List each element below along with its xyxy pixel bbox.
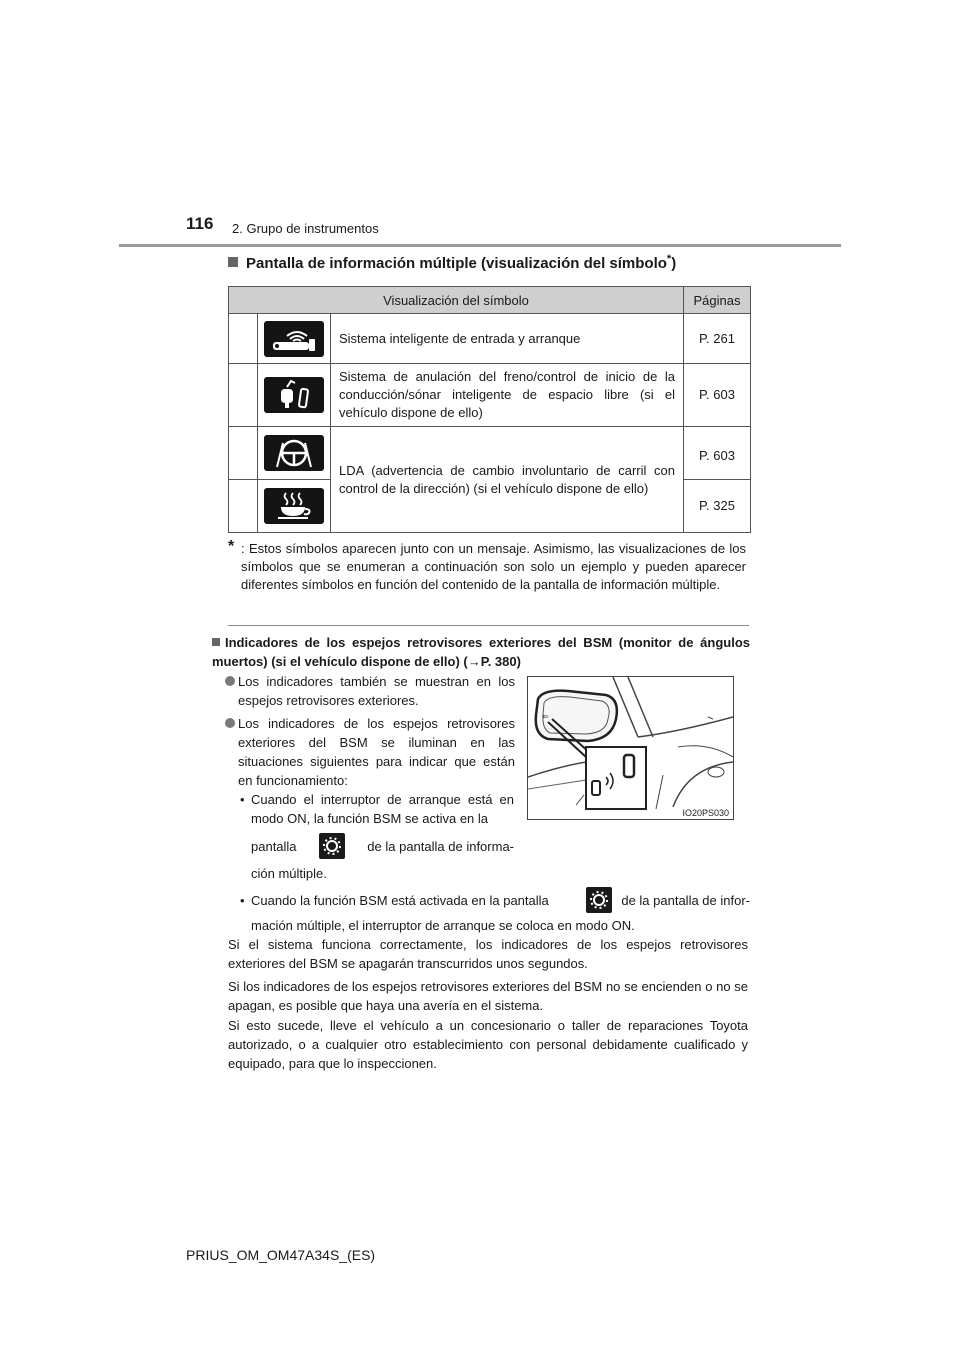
header-rule	[119, 244, 841, 247]
mirror-illustration	[528, 677, 733, 819]
footnote-mark: *	[666, 253, 672, 265]
smart-key-icon	[264, 321, 324, 357]
bullet-dot-icon	[225, 718, 235, 728]
separator-rule	[228, 625, 749, 626]
symbol-table	[228, 286, 751, 533]
table-header-row	[229, 287, 751, 314]
row-page: P. 325	[684, 480, 751, 533]
sub-item-2: • Cuando la función BSM está activada en la pantalla de la pantalla de infor-	[240, 887, 750, 913]
bsm-mirror-figure	[527, 676, 734, 820]
table-row	[229, 427, 751, 480]
page-number: 116	[186, 214, 214, 233]
paragraph: Si los indicadores de los espejos retrovisores exteriores del BSM no se encienden o no se apagan, es posible que haya una avería en el sistema.	[228, 979, 748, 1013]
table-row	[229, 314, 751, 364]
svg-text:⇐: ⇐	[542, 712, 549, 721]
bsm-settings-icon	[319, 833, 345, 859]
figure-code: IO20PS030	[682, 808, 729, 818]
row-description: LDA (advertencia de cambio involuntario de carril con control de la dirección) (si el vehículo dispone de ello)	[331, 427, 684, 533]
bullet-item: Los indicadores de los espejos retrovisores exteriores del BSM se iluminan en las situaciones siguientes para indicar que están en funcionamiento:	[225, 714, 515, 790]
footnote	[228, 540, 746, 594]
row-description: Sistema de anulación del freno/control de inicio de la conducción/sónar inteligente de espacio libre (si el vehículo dispone de ello)	[331, 364, 684, 427]
row-page: P. 603	[684, 427, 751, 480]
paragraph: Si el sistema funciona correctamente, los indicadores de los espejos retrovisores exteriores del BSM se apagarán transcurridos unos segundos.	[228, 937, 748, 971]
footnote-text: : Estos símbolos aparecen junto con un mensaje. Asimismo, las visualizaciones de los símbolos que se enumeran a continuación son solo un ejemplo y pueden aparecer diferentes símbolos en función del contenido de la pantalla de información múltiple.	[241, 541, 746, 592]
section-heading	[228, 253, 676, 272]
row-page: P. 261	[684, 314, 751, 364]
table-header-pages: Páginas	[684, 287, 751, 314]
row-description: Sistema inteligente de entrada y arranque	[331, 314, 684, 364]
lane-departure-icon	[264, 435, 324, 471]
bsm-heading: Indicadores de los espejos retrovisores exteriores del BSM (monitor de ángulos muertos) (si el vehículo dispone de ello) (→P. 380)	[212, 635, 750, 669]
bullet-item: Los indicadores también se muestran en los espejos retrovisores exteriores.	[225, 672, 515, 710]
heading-square-icon	[228, 257, 238, 267]
chapter-title: 2. Grupo de instrumentos	[232, 221, 379, 236]
footer-code: PRIUS_OM_OM47A34S_(ES)	[186, 1247, 376, 1263]
footnote-star: *	[228, 538, 235, 555]
bullet-dot-icon	[225, 676, 235, 686]
sub-item-1: • Cuando el interruptor de arranque está en modo ON, la función BSM se activa en la	[240, 792, 514, 826]
table-header-symbol: Visualización del símbolo	[229, 287, 684, 314]
heading-square-icon	[212, 638, 220, 646]
bsm-settings-icon	[586, 887, 612, 913]
table-row	[229, 364, 751, 427]
coffee-cup-icon	[264, 488, 324, 524]
paragraph: Si esto sucede, lleve el vehículo a un concesionario o taller de reparaciones Toyota autorizado, o a cualquier otro establecimiento con personal debidamente cualificado y equipado, para que lo inspeccionen.	[228, 1018, 748, 1071]
brake-override-icon	[264, 377, 324, 413]
section-title-end: )	[671, 255, 677, 272]
section-title: Pantalla de información múltiple (visualización del símbolo	[246, 255, 667, 272]
row-page: P. 603	[684, 364, 751, 427]
